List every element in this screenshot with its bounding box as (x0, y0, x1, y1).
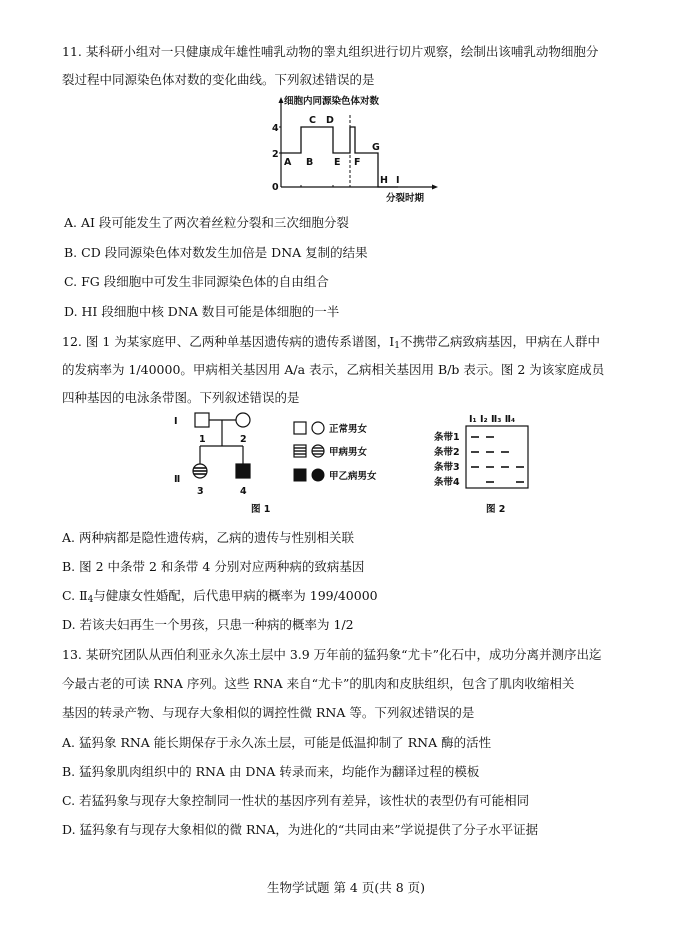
q11-seg-D: D (326, 115, 334, 126)
q11-option-b: B. CD 段同源染色体对数发生加倍是 DNA 复制的结果 (64, 245, 368, 260)
legend-jia-label: 甲病男女 (329, 447, 368, 458)
q12-stem-line1-sub: 1 (394, 341, 400, 351)
q11-chart (266, 93, 446, 205)
legend-normal-label: 正常男女 (329, 424, 368, 435)
q11-chart-ytick-2: 2 (272, 149, 279, 160)
q12-option-c-sub: 4 (87, 595, 94, 605)
q12-stem-line1-a: 12. 图 1 为某家庭甲、乙两种单基因遗传病的遗传系谱图，Ⅰ (62, 334, 395, 349)
q11-seg-G: G (372, 142, 380, 153)
q11-seg-C: C (309, 115, 316, 126)
q12-option-c-b: 与健康女性婚配，后代患甲病的概率为 199/40000 (93, 588, 378, 603)
fig2-band-marks (471, 437, 524, 482)
pedigree-ii4-number: 4 (240, 486, 247, 497)
q11-option-a: A. AI 段可能发生了两次着丝粒分裂和三次细胞分裂 (64, 215, 349, 230)
legend-normal-female (312, 422, 324, 434)
legend-jiayi-label: 甲乙病男女 (329, 471, 377, 482)
q12-stem-line1 (62, 334, 600, 354)
q11-chart-ytick-0: 0 (272, 182, 279, 193)
q12-option-c-a: C. Ⅱ (62, 588, 88, 603)
pedigree-ii4-male (236, 464, 250, 478)
q12-option-c (62, 588, 378, 608)
pedigree-i1-male (195, 413, 209, 427)
q11-option-d: D. HI 段细胞中核 DNA 数目可能是体细胞的一半 (64, 304, 340, 319)
q12-gen2-label: Ⅱ (174, 474, 181, 485)
q11-seg-E: E (334, 157, 341, 168)
q12-fig2-caption: 图 2 (486, 504, 506, 515)
fig2-band4-label: 条带4 (434, 477, 460, 488)
legend-jiayi-female (312, 469, 324, 481)
q12-stem-line2: 的发病率为 1/40000。甲病相关基因用 A/a 表示，乙病相关基因用 B/b 表示。图 2 为该家庭成员 (62, 362, 605, 377)
q12-fig1-pedigree (166, 408, 406, 518)
pedigree-ii3-number: 3 (197, 486, 204, 497)
q11-chart-ylabel: 细胞内同源染色体对数 (284, 96, 380, 107)
q12-stem-line3: 四种基因的电泳条带图。下列叙述错误的是 (62, 390, 300, 405)
q13-stem-line2: 今最古老的可读 RNA 序列。这些 RNA 来自“尤卡”的肌肉和皮肤组织，包含了肌肉收缩相关 (62, 676, 575, 691)
q12-option-a: A. 两种病都是隐性遗传病，乙病的遗传与性别相关联 (62, 530, 354, 545)
q13-option-a: A. 猛犸象 RNA 能长期保存于永久冻土层，可能是低温抑制了 RNA 酶的活性 (62, 735, 492, 750)
legend-jiayi-male (294, 469, 306, 481)
q11-option-c: C. FG 段细胞中可发生非同源染色体的自由组合 (64, 274, 329, 289)
fig2-band2-label: 条带2 (434, 447, 460, 458)
q11-chart-ytick-4: 4 (272, 123, 279, 134)
q13-stem-line1: 13. 某研究团队从西伯利亚永久冻土层中 3.9 万年前的猛犸象“尤卡”化石中，成功分离并测序出迄 (62, 647, 602, 662)
fig2-header: Ⅰ₁ Ⅰ₂ Ⅱ₃ Ⅱ₄ (469, 414, 516, 425)
q13-option-c: C. 若猛犸象与现存大象控制同一性状的基因序列有差异，该性状的表型仍有可能相同 (62, 793, 530, 808)
q13-option-b: B. 猛犸象肌肉组织中的 RNA 由 DNA 转录而来，均能作为翻译过程的模板 (62, 764, 480, 779)
q12-gen1-label: Ⅰ (174, 416, 178, 427)
q12-stem-line1-b: 不携带乙病致病基因，甲病在人群中 (399, 334, 600, 349)
q11-seg-B: B (306, 157, 314, 168)
q12-fig2-electrophoresis (434, 410, 534, 518)
q12-option-d: D. 若该夫妇再生一个男孩，只患一种病的概率为 1/2 (62, 617, 354, 632)
q11-seg-I: I (396, 175, 400, 186)
q12-fig1-caption: 图 1 (251, 504, 271, 515)
q11-stem-line1: 11. 某科研小组对一只健康成年雄性哺乳动物的睾丸组织进行切片观察，绘制出该哺乳动物细胞分 (62, 44, 599, 59)
q12-option-b: B. 图 2 中条带 2 和条带 4 分别对应两种病的致病基因 (62, 559, 365, 574)
legend-normal-male (294, 422, 306, 434)
pedigree-i1-number: 1 (199, 434, 206, 445)
q13-stem-line3: 基因的转录产物、与现存大象相似的调控性微 RNA 等。下列叙述错误的是 (62, 705, 475, 720)
page-footer: 生物学试题 第 4 页(共 8 页) (266, 880, 426, 895)
q11-stem-line2: 裂过程中同源染色体对数的变化曲线。下列叙述错误的是 (62, 72, 375, 87)
pedigree-i2-number: 2 (240, 434, 247, 445)
q11-seg-A: A (284, 157, 292, 168)
q11-seg-F: F (354, 157, 361, 168)
q13-option-d: D. 猛犸象有与现存大象相似的微 RNA，为进化的“共同由来”学说提供了分子水平证据 (62, 822, 539, 837)
pedigree-i2-female (236, 413, 250, 427)
fig2-band3-label: 条带3 (434, 462, 460, 473)
fig2-band1-label: 条带1 (434, 432, 460, 443)
q11-seg-H: H (380, 175, 388, 186)
q11-chart-xlabel: 分裂时期 (386, 193, 425, 204)
